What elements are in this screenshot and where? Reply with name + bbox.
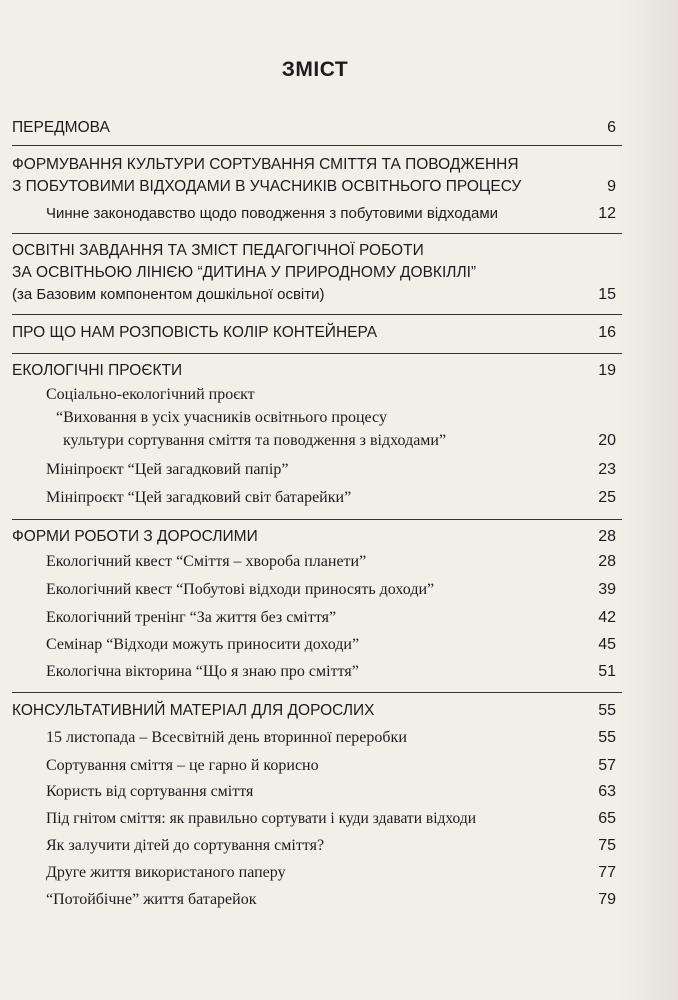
toc-entry-title: З ПОБУТОВИМИ ВІДХОДАМИ В УЧАСНИКІВ ОСВІТНЬОГО ПРОЦЕСУ	[12, 178, 522, 195]
toc-entry-title: ОСВІТНІ ЗАВДАННЯ ТА ЗМІСТ ПЕДАГОГІЧНОЇ РОБОТИ	[12, 242, 424, 259]
toc-entry-page: 23	[598, 461, 616, 478]
toc-entry-page: 51	[598, 663, 616, 680]
toc-entry-title: ФОРМУВАННЯ КУЛЬТУРИ СОРТУВАННЯ СМІТТЯ ТА ПОВОДЖЕННЯ	[12, 156, 519, 173]
toc-entry-title: культури сортування сміття та поводження з відходами”	[63, 432, 447, 449]
toc-entry-page: 6	[607, 119, 616, 136]
toc-entry-title: Екологічна вікторина “Що я знаю про сміття”	[46, 663, 359, 680]
toc-entry-page: 25	[598, 489, 616, 506]
toc-entry-page: 65	[598, 810, 616, 827]
toc-entry-page: 16	[598, 324, 616, 341]
toc-entry-title: ЗА ОСВІТНЬОЮ ЛІНІЄЮ “ДИТИНА У ПРИРОДНОМУ ДОВКІЛЛІ”	[12, 264, 477, 281]
toc-entry-title: Екологічний квест “Побутові відходи приносять доходи”	[46, 581, 435, 598]
toc-entry-title: “Потойбічне” життя батарейок	[46, 891, 257, 908]
toc-entry-title: (за Базовим компонентом дошкільної освіти)	[12, 286, 325, 303]
toc-entry-page: 63	[598, 783, 616, 800]
toc-entry-page: 12	[598, 205, 616, 222]
toc-entry-page: 55	[598, 729, 616, 746]
toc-entry-title: Семінар “Відходи можуть приносити доходи”	[46, 636, 360, 653]
section-divider	[12, 233, 622, 234]
toc-entry-page: 57	[598, 757, 616, 774]
toc-entry-title: Екологічний тренінг “За життя без сміття”	[46, 609, 337, 626]
toc-entry-page: 28	[598, 553, 616, 570]
section-divider	[12, 519, 622, 520]
toc-entry-title: Як залучити дітей до сортування сміття?	[46, 837, 325, 854]
toc-entry-title: Під гнітом сміття: як правильно сортувати і куди здавати відходи	[46, 810, 477, 827]
toc-entry-title: Чинне законодавство щодо поводження з побутовими відходами	[46, 205, 499, 222]
toc-entry-title: Друге життя використаного паперу	[46, 864, 286, 881]
toc-entry-title: ПРО ЩО НАМ РОЗПОВІСТЬ КОЛІР КОНТЕЙНЕРА	[12, 324, 378, 341]
section-divider	[12, 692, 622, 693]
toc-entry-title: ПЕРЕДМОВА	[12, 119, 110, 136]
toc-entry-title: “Виховання в усіх учасників освітнього процесу	[56, 409, 387, 426]
page-title: ЗМІСТ	[281, 58, 349, 81]
toc-entry-title: ФОРМИ РОБОТИ З ДОРОСЛИМИ	[12, 528, 258, 545]
toc-entry-page: 19	[598, 362, 616, 379]
toc-entry-page: 45	[598, 636, 616, 653]
facing-page-bleed	[618, 0, 678, 1000]
toc-entry-title: КОНСУЛЬТАТИВНИЙ МАТЕРІАЛ ДЛЯ ДОРОСЛИХ	[12, 702, 375, 719]
toc-entry-page: 42	[598, 609, 616, 626]
toc-entry-page: 55	[598, 702, 616, 719]
toc-entry-title: Сортування сміття – це гарно й корисно	[46, 757, 319, 774]
section-divider	[12, 145, 622, 146]
toc-entry-page: 75	[598, 837, 616, 854]
toc-entry-page: 20	[598, 432, 616, 449]
section-divider	[12, 353, 622, 354]
toc-entry-page: 15	[598, 286, 616, 303]
toc-entry-page: 77	[598, 864, 616, 881]
toc-entry-page: 28	[598, 528, 616, 545]
toc-entry-title: 15 листопада – Всесвітній день вторинної переробки	[46, 729, 407, 746]
section-divider	[12, 314, 622, 315]
toc-entry-title: Мініпроєкт “Цей загадковий світ батарейки”	[46, 489, 352, 506]
toc-entry-title: Мініпроєкт “Цей загадковий папір”	[46, 461, 289, 478]
toc-entry-title: Екологічний квест “Сміття – хвороба планети”	[46, 553, 367, 570]
toc-entry-page: 39	[598, 581, 616, 598]
toc-entry-title: Користь від сортування сміття	[46, 783, 254, 800]
toc-entry-page: 9	[607, 178, 616, 195]
toc-entry-title: ЕКОЛОГІЧНІ ПРОЄКТИ	[12, 362, 183, 379]
toc-entry-page: 79	[598, 891, 616, 908]
toc-entry-title: Соціально-екологічний проєкт	[46, 386, 255, 403]
